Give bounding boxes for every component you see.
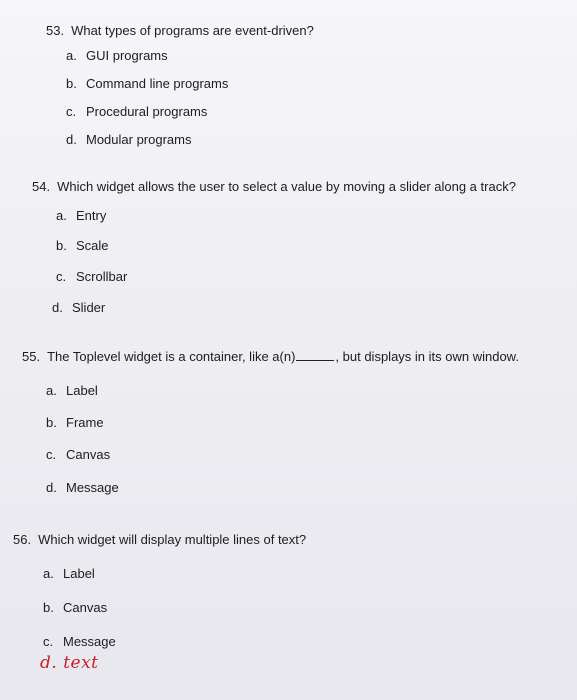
- option-text: GUI programs: [86, 48, 168, 63]
- option-d: [46, 480, 119, 495]
- option-a: [43, 566, 95, 581]
- handwritten-answer: d. text: [40, 653, 99, 673]
- option-letter: a.: [66, 48, 77, 63]
- option-text: Canvas: [63, 600, 108, 615]
- option-text: Frame: [66, 415, 104, 430]
- option-letter: d.: [46, 480, 57, 495]
- option-text: Scrollbar: [76, 269, 128, 284]
- question-number: 53.: [46, 23, 65, 38]
- option-letter: c.: [66, 104, 77, 119]
- option-c: [56, 269, 127, 284]
- option-d: [66, 132, 192, 147]
- option-a: [46, 383, 98, 398]
- question-text: Which widget allows the user to select a value by moving a slider along a track?: [57, 179, 516, 194]
- option-letter: b.: [46, 415, 57, 430]
- option-c: [43, 634, 116, 649]
- option-letter: c.: [46, 447, 57, 462]
- option-d: [52, 300, 105, 315]
- option-text: Scale: [76, 238, 109, 253]
- question-stem: [32, 179, 516, 194]
- question-stem: [46, 23, 314, 38]
- question-stem: [22, 349, 519, 364]
- question-number: 56.: [13, 532, 32, 547]
- option-letter: a.: [46, 383, 57, 398]
- option-a: [56, 208, 106, 223]
- question-text: What types of programs are event-driven?: [71, 23, 314, 38]
- option-b: [66, 76, 228, 91]
- option-text: Slider: [72, 300, 106, 315]
- option-a: [66, 48, 168, 63]
- option-text: Procedural programs: [86, 104, 208, 119]
- option-letter: a.: [43, 566, 54, 581]
- option-letter: b.: [56, 238, 67, 253]
- question-stem: [13, 532, 306, 547]
- question-number: 55.: [22, 349, 41, 364]
- option-text: Modular programs: [86, 132, 192, 147]
- option-letter: b.: [43, 600, 54, 615]
- option-text: Entry: [76, 208, 107, 223]
- option-c: [66, 104, 207, 119]
- option-c: [46, 447, 110, 462]
- option-text: Label: [66, 383, 98, 398]
- question-text-before-blank: The Toplevel widget is a container, like a(n): [47, 349, 296, 364]
- question-number: 54.: [32, 179, 51, 194]
- option-letter: d.: [66, 132, 77, 147]
- option-letter: a.: [56, 208, 67, 223]
- option-b: [43, 600, 107, 615]
- fill-in-blank: [296, 360, 334, 361]
- option-text: Message: [66, 480, 119, 495]
- question-text-after-blank: , but displays in its own window.: [335, 349, 519, 364]
- option-b: [46, 415, 104, 430]
- option-letter: b.: [66, 76, 77, 91]
- question-text: Which widget will display multiple lines of text?: [38, 532, 307, 547]
- option-text: Command line programs: [86, 76, 229, 91]
- option-text: Label: [63, 566, 95, 581]
- option-letter: c.: [43, 634, 54, 649]
- option-b: [56, 238, 109, 253]
- option-letter: c.: [56, 269, 67, 284]
- option-letter: d.: [52, 300, 63, 315]
- option-text: Canvas: [66, 447, 111, 462]
- option-text: Message: [63, 634, 116, 649]
